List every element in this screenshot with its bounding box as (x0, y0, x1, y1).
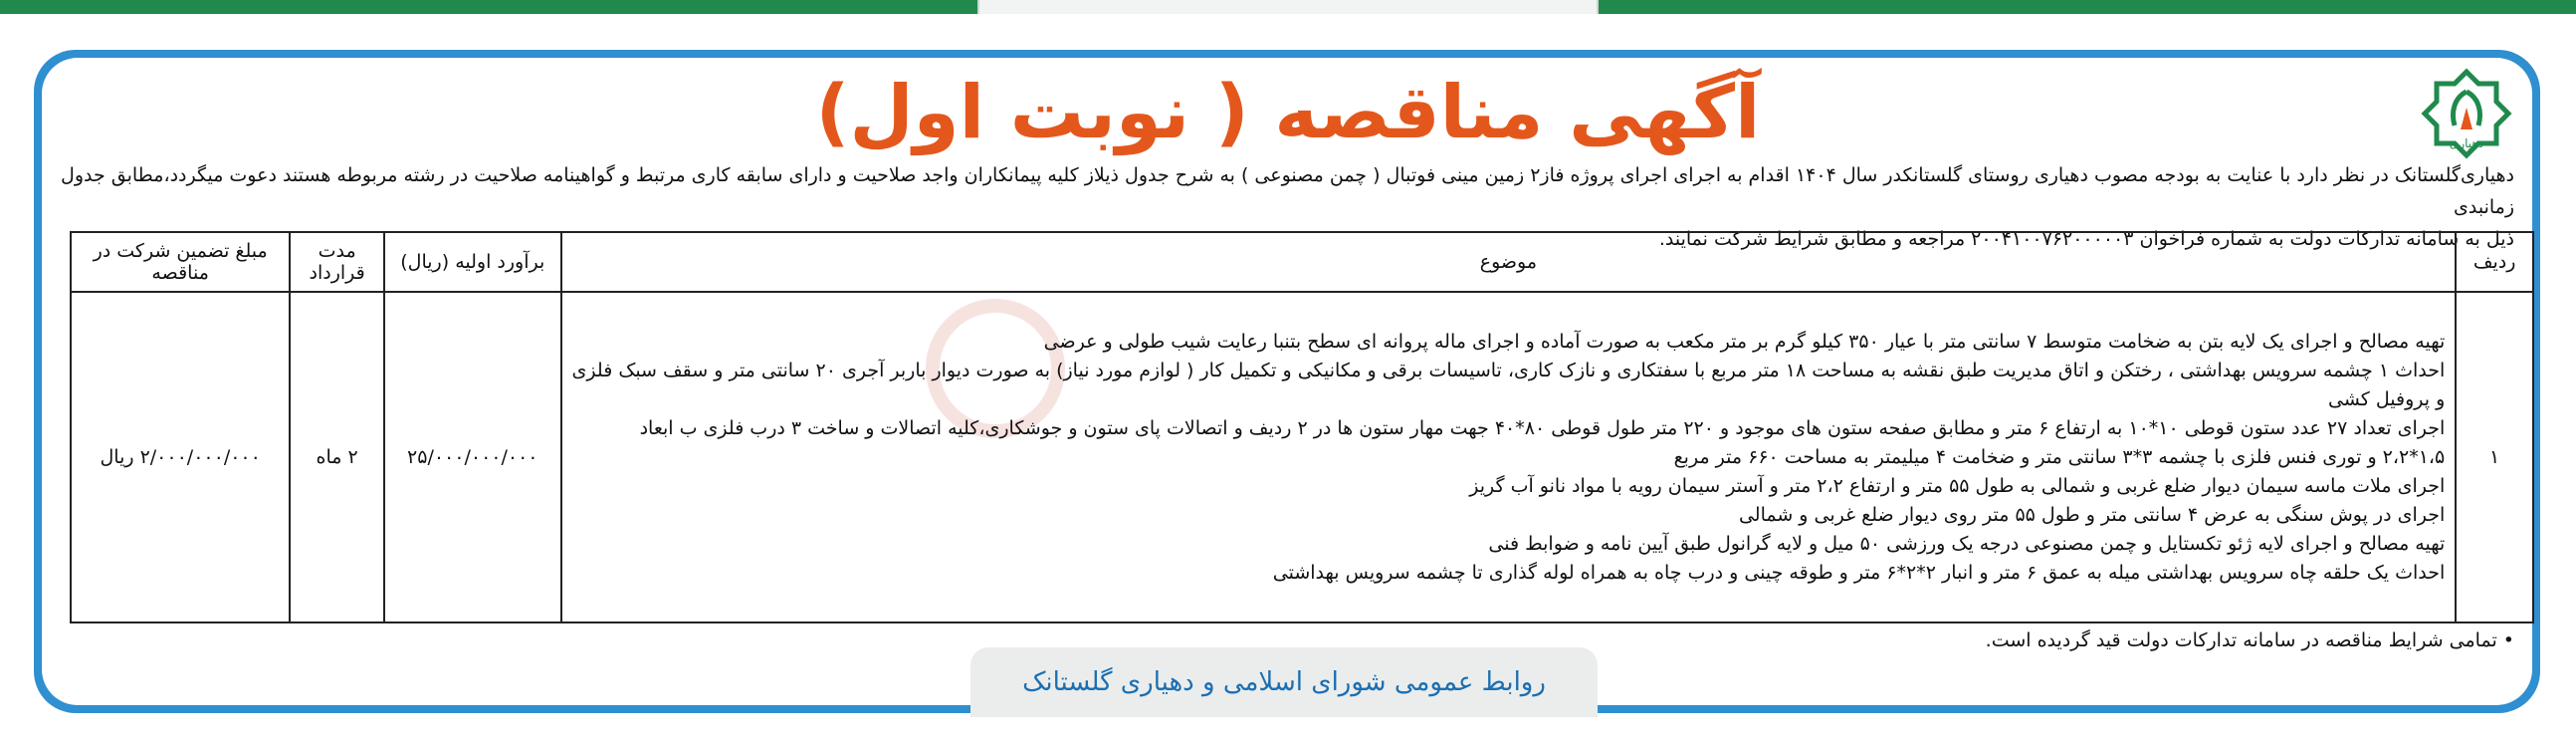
row-estimate: ۲۵/۰۰۰/۰۰۰/۰۰۰ (384, 292, 561, 622)
subject-line-8: تهیه مصالح و اجرای لایه ژئو تکستایل و چمن مصنوعی درجه یک ورزشی ۵۰ میل و لایه گرانول طبق آیین نامه و ضوابط فنی (1488, 532, 2446, 555)
subject-line-3: و پروفیل کشی (2328, 387, 2446, 410)
top-bar-center-gap (977, 0, 1599, 14)
subject-line-2: احداث ۱ چشمه سرویس بهداشتی ، رختکن و اتاق مدیریت طبق نقشه به مساحت ۱۸ متر مربع با سفتکاری و نازک کاری، تاسیسات برقی و مکانیکی و تکمیل کار ( لوازم مورد نیاز) به صورت دیوار باربر آجری ۲۰ سانتی متر و سقف سبک فلزی (571, 359, 2446, 381)
logo-caption: دهیاری (2449, 136, 2484, 150)
table-row (71, 292, 2533, 622)
top-bar-right-green (1599, 0, 2576, 14)
header-subject: موضوع (561, 232, 2457, 292)
table-header-row (71, 232, 2533, 292)
footer-credit: روابط عمومی شورای اسلامی و دهیاری گلستانک (1022, 667, 1546, 697)
row-duration: ۲ ماه (290, 292, 384, 622)
footnote-text: تمامی شرایط مناقصه در سامانه تدارکات دولت قید گردیده است. (1985, 629, 2497, 651)
header-row-number: ردیف (2456, 232, 2533, 292)
subject-line-5: ۱،۵*۲،۲ و توری فنس فلزی با چشمه ۳*۳ سانتی متر و ضخامت ۴ میلیمتر به مساحت ۶۶۰ متر مربع (1673, 445, 2446, 468)
header-estimate: برآورد اولیه (ریال) (384, 232, 561, 292)
row-guarantee: ۲/۰۰۰/۰۰۰/۰۰۰ ریال (71, 292, 290, 622)
subject-line-6: اجرای ملات ماسه سیمان دیوار ضلع غربی و شمالی به طول ۵۵ متر و ارتفاع ۲،۲ متر و آستر سیمان رویه با مواد نانو آب گریز (1469, 474, 2446, 497)
row-subject (561, 292, 2457, 622)
row-number: ۱ (2456, 292, 2533, 622)
top-decor-bar (0, 0, 2576, 14)
subject-line-9: احداث یک حلقه چاه سرویس بهداشتی میله به عمق ۶ متر و انبار ۲*۲*۶ متر و طوقه چینی و درب چاه به همراه لوله گذاری تا چشمه سرویس بهداشتی (1272, 561, 2446, 584)
tender-table (70, 231, 2534, 623)
bullet-icon: • (2502, 629, 2514, 651)
intro-line-1: دهیاری‌گلستانک در نظر دارد با عنایت به بودجه مصوب دهیاری روستای گلستانکدر سال ۱۴۰۴ اقدام به اجرای اجرای پروژه فاز۲ زمین مینی فوتبال ( چمن مصنوعی ) به شرح جدول ذیلاز کلیه پیمانکاران واجد صلاحیت و دارای سابقه کاری مرتبط و گواهینامه صلاحیت در رشته مربوطه هستند دعوت میگردد،مطابق جدول زمانبدی (61, 164, 2514, 218)
subject-line-4: اجرای تعداد ۲۷ عدد ستون قوطی ۱۰*۱۰ به ارتفاع ۶ متر و مطابق صفحه ستون های موجود و ۲۲۰ متر طول قوطی ۸۰*۴۰ جهت مهار ستون ها در ۲ ردیف و اتصالات پای ستون و جوشکاری،کلیه اتصالات و ساخت ۳ درب فلزی ب ابعاد (639, 416, 2446, 439)
intro-line-2: ذیل به سامانه تدارکات دولت به شماره فراخوان ۲۰۰۴۱۰۰۷۶۲۰۰۰۰۰۳ مراجعه و مطابق شرایط شرکت نمایند. (1658, 228, 2514, 250)
footer-tab (970, 647, 1598, 717)
header-duration: مدت قرارداد (290, 232, 384, 292)
header-guarantee: مبلغ تضمین شرکت در مناقصه (71, 232, 290, 292)
top-bar-left-green (0, 0, 977, 14)
notice-title: آگهی مناقصه ( نوبت اول) (815, 70, 1761, 155)
footnote (1986, 629, 2514, 651)
subject-line-7: اجرای در پوش سنگی به عرض ۴ سانتی متر و طول ۵۵ متر روی دیوار ضلع غربی و شمالی (1738, 503, 2446, 526)
subject-line-1: تهیه مصالح و اجرای یک لایه بتن به ضخامت متوسط ۷ سانتی متر با عیار ۳۵۰ کیلو گرم بر متر مکعب به صورت آماده و اجرای ماله پروانه ای سطح بتنبا رعایت شیب طولی و عرضی (1043, 330, 2446, 353)
